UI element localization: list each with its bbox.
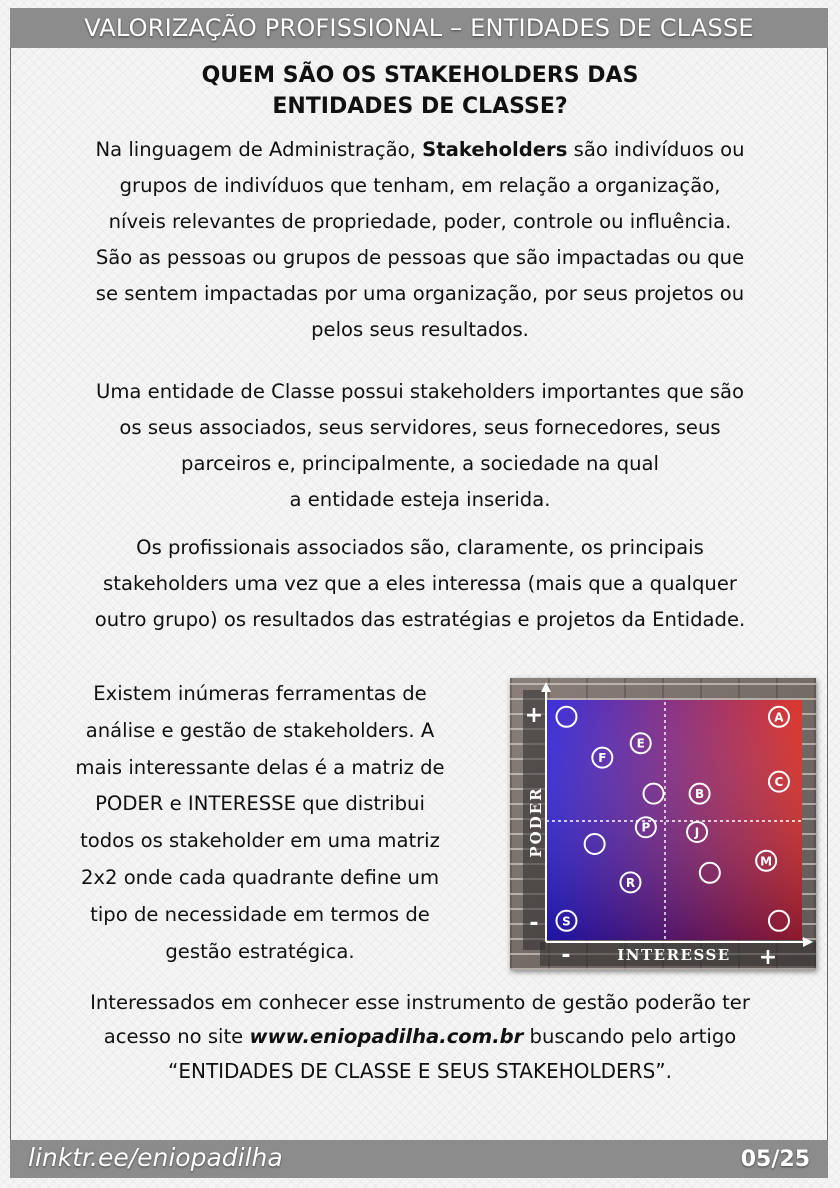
section-title [20,60,820,122]
stakeholders-term: Stakeholders [422,138,568,161]
side-line-7: tipo de necessidade em termos de [90,902,430,926]
matrix-shading [546,700,802,940]
p1-line-1-before: Na linguagem de Administração, [95,138,423,161]
matrix-description [25,676,495,970]
y-minus-label: - [529,911,539,936]
page-number: 05/25 [740,1147,810,1172]
side-line-8: gestão estratégica. [165,939,355,963]
p3-line-2: stakeholders uma vez que a eles interessa (mais que a qualquer [103,572,737,595]
p1-line-1 [20,132,820,168]
footer-link[interactable]: linktr.ee/eniopadilha [28,1143,283,1172]
x-plus-label: + [758,945,778,970]
side-line-5: todos os stakeholder em uma matriz [80,829,440,853]
side-line-6: 2x2 onde cada quadrante define um [80,865,440,889]
stakeholder-label-j: J [694,825,700,840]
paragraph-associates [20,530,820,638]
x-axis-title: INTERESSE [617,946,731,964]
closing-note [20,986,820,1088]
paragraph-entity-stakeholders [20,374,820,518]
page-header [10,8,828,48]
stakeholder-label-c: C [774,775,784,790]
p1-line-3: níveis relevantes de propriedade, poder, controle ou influência. [108,210,732,233]
side-line-2: análise e gestão de stakeholders. A [85,718,435,742]
closing-line-2-after: buscando pelo artigo [523,1025,737,1048]
p3-line-3: outro grupo) os resultados das estratégias e projetos da Entidade. [94,608,746,631]
paragraph-definition [20,132,820,348]
stakeholder-label-a: A [774,710,784,725]
stakeholder-label-e: E [636,736,645,751]
p2-line-3: parceiros e, principalmente, a sociedade na qual [181,452,659,475]
stakeholder-label-p: P [641,820,651,835]
closing-line-2 [20,1020,820,1054]
p2-line-2: os seus associados, seus servidores, seus fornecedores, seus [119,416,721,439]
p2-line-1: Uma entidade de Classe possui stakeholders importantes que são [96,380,744,403]
stakeholder-label-b: B [695,787,705,802]
side-line-4: PODER e INTERESSE que distribui [95,792,425,816]
matrix-svg [510,678,816,970]
page-footer [10,1140,828,1178]
title-line-1: QUEM SÃO OS STAKEHOLDERS DAS [201,63,639,88]
y-axis-arrow [541,682,551,692]
stakeholder-label-r: R [625,875,636,890]
x-minus-label: - [561,943,571,968]
p1-line-6: pelos seus resultados. [311,318,529,341]
stakeholder-label-s: S [562,914,571,929]
side-line-1: Existem inúmeras ferramentas de [93,682,427,705]
p1-line-5: se sentem impactadas por uma organização, por seus projetos ou [95,282,745,305]
article-title: “ENTIDADES DE CLASSE E SEUS STAKEHOLDERS”. [167,1059,672,1083]
site-link[interactable]: www.eniopadilha.com.br [249,1025,524,1048]
p2-line-4: a entidade esteja inserida. [289,488,551,511]
closing-line-2-before: acesso no site [103,1025,250,1048]
y-axis-title: PODER [527,786,545,858]
title-line-2: ENTIDADES DE CLASSE? [272,94,568,119]
y-plus-label: + [524,703,544,728]
stakeholder-label-f: F [598,751,607,766]
closing-line-1: Interessados em conhecer esse instrumento de gestão poderão ter [90,991,750,1014]
power-interest-matrix [510,678,816,970]
stakeholder-label-m: M [760,854,773,869]
p1-line-1-after: são indivíduos ou [567,138,745,161]
side-line-3: mais interessante delas é a matriz de [75,755,445,779]
p1-line-2: grupos de indivíduos que tenham, em relação a organização, [119,174,721,197]
p1-line-4: São as pessoas ou grupos de pessoas que são impactadas ou que [95,246,745,269]
p3-line-1: Os profissionais associados são, claramente, os principais [136,536,704,559]
header-title: VALORIZAÇÃO PROFISSIONAL – ENTIDADES DE CLASSE [84,14,754,42]
